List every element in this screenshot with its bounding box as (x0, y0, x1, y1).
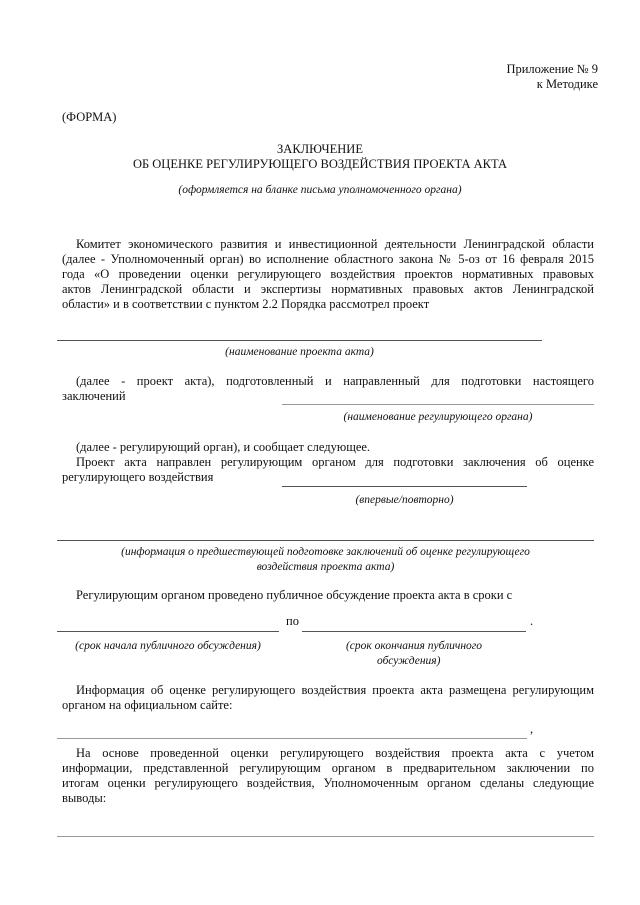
prior-info-caption: воздействия проекта акта) (256, 561, 395, 573)
end-date-line[interactable] (302, 631, 526, 632)
intro-line: года «О проведении оценки регулирующего воздействия проектов нормативных правовых (62, 267, 594, 281)
regulator-name-line[interactable] (282, 404, 594, 405)
intro-paragraph (62, 237, 594, 312)
prior-info-line[interactable] (57, 540, 594, 541)
comma-mark: , (530, 722, 534, 736)
blank-note: (оформляется на бланке письма уполномоченного органа) (178, 184, 462, 196)
document-title: ЗАКЛЮЧЕНИЕ (277, 142, 363, 156)
regulator-name-caption: (наименование регулирующего органа) (343, 411, 533, 423)
first-repeat-line[interactable] (282, 486, 527, 487)
appendix-label: Приложение № 9 (506, 62, 598, 76)
basis-paragraph (62, 746, 594, 806)
basis-line: На основе проведенной оценки регулирующего воздействия проекта акта с учетом (76, 746, 594, 760)
end-date-caption: (срок окончания публичного (345, 640, 483, 652)
start-date-line[interactable] (57, 631, 279, 632)
period-mark: . (530, 614, 534, 628)
basis-line: выводы: (62, 791, 107, 805)
basis-line: информации, представленной регулирующим органом в предварительном заключении по (62, 761, 594, 775)
prepared-line: (далее - проект акта), подготовленный и направленный для подготовки настоящего (76, 374, 594, 388)
site-line: органом на официальном сайте: (62, 698, 233, 712)
po-label: по (286, 614, 299, 628)
form-label: (ФОРМА) (62, 110, 117, 124)
act-name-caption: (наименование проекта акта) (225, 346, 374, 358)
method-label: к Методике (536, 77, 598, 91)
sent-line: регулирующего воздействия (62, 470, 214, 484)
first-repeat-caption: (впервые/повторно) (355, 494, 454, 506)
official-site-line[interactable] (57, 738, 527, 739)
conclusions-line[interactable] (57, 836, 594, 837)
regulator-ref: (далее - регулирующий орган), и сообщает следующее. (76, 440, 371, 454)
basis-line: итогам оценки регулирующего воздействия, Уполномоченным органом сделаны следующие (62, 776, 594, 790)
intro-line: Комитет экономического развития и инвестиционной деятельности Ленинградской области (76, 237, 594, 251)
sent-line: Проект акта направлен регулирующим органом для подготовки заключения об оценке (76, 455, 594, 469)
prepared-line: заключений (62, 389, 126, 403)
intro-line: актов Ленинградской области и экспертизы нормативных правовых актов Ленинградской (62, 282, 594, 296)
intro-line: области» и в соответствии с пунктом 2.2 Порядка рассмотрел проект (62, 297, 430, 311)
end-date-caption: обсуждения) (377, 655, 441, 667)
act-name-line[interactable] (57, 340, 542, 341)
start-date-caption: (срок начала публичного обсуждения) (75, 640, 261, 652)
prior-info-caption: (информация о предшествующей подготовке заключений об оценке регулирующего (121, 546, 530, 558)
site-line: Информация об оценке регулирующего воздействия проекта акта размещена регулирующим (76, 683, 594, 697)
discussion-text: Регулирующим органом проведено публичное обсуждение проекта акта в сроки с (76, 588, 513, 602)
document-subtitle: ОБ ОЦЕНКЕ РЕГУЛИРУЮЩЕГО ВОЗДЕЙСТВИЯ ПРОЕКТА АКТА (132, 157, 508, 171)
intro-line: (далее - Уполномоченный орган) во исполнение областного закона № 5-оз от 16 февраля 2015 (62, 252, 594, 266)
